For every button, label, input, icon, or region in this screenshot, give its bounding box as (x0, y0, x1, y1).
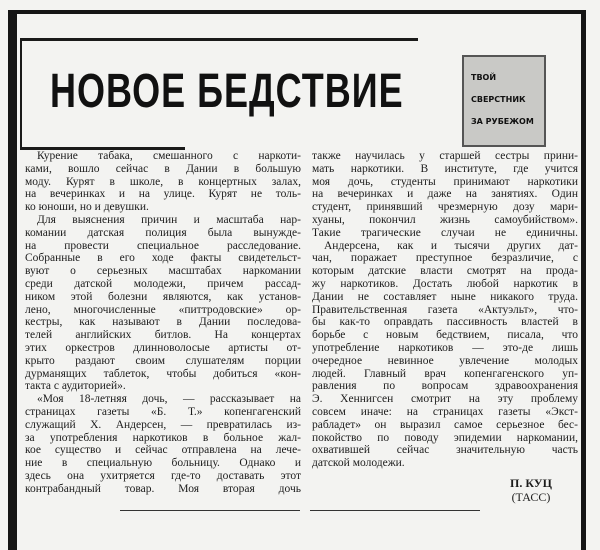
text-line: Для выяснения причин и масштаба нар- (37, 213, 301, 226)
text-line: чан, поражает преступное безразличие, с (312, 252, 578, 265)
text-line: Андерсена, как и тысячи других дат- (324, 239, 578, 252)
text-line: которым датские власти смотрят на прода- (312, 265, 578, 278)
text-line: борьбе с новым бедствием, писала, что (312, 329, 578, 342)
text-line: студент, принявший чрезмерную дозу мари- (312, 201, 578, 214)
text-line: датской молодежи. (312, 457, 405, 470)
text-line: совсем иначе: на страницах газеты «Экст- (312, 405, 578, 418)
author: П. КУЦ (510, 476, 552, 490)
headline-box (20, 38, 418, 148)
text-line: жу наркотиков. Достать любой наркотик в (312, 277, 578, 290)
rubric-line: СВЕРСТНИК (471, 95, 526, 104)
text-line: ко юноши, но и девушки. (25, 201, 149, 214)
text-line: покойство по поводу эпидемии наркомании, (312, 431, 578, 444)
text-line: охватившей сейчас значительную часть (312, 444, 578, 457)
text-line: рабладет» он выразил самое серьезное бес- (312, 418, 578, 431)
rubric-line: ЗА РУБЕЖОМ (471, 117, 534, 126)
agency: (ТАСС) (511, 490, 551, 504)
column-divider-rule (120, 510, 300, 511)
text-line: хуаны, покончил жизнь самоубийством». (312, 213, 578, 226)
byline (510, 476, 552, 504)
text-line: на провести специальное расследование. (25, 239, 301, 252)
text-line: лено, многочисленные «питтродовские» ор- (25, 303, 301, 316)
text-line: ками, вошло сейчас в Дании в большую (25, 162, 301, 175)
text-line: также научилась у старшей сестры прини- (312, 150, 578, 162)
text-line: Курение табака, смешанного с наркоти- (37, 150, 301, 162)
text-line: кестры, как называют в Дании последова- (25, 316, 301, 329)
headline-rule-left (20, 38, 22, 148)
text-line: здесь она ухитряется где-то доставать этот (25, 469, 301, 482)
text-line: служащий Х. Андерсен, — превратилась из- (25, 418, 301, 431)
text-line: ние в специальную больницу. Однако и (25, 457, 301, 470)
text-line: кое существо и сейчас отправлена на лече- (25, 444, 301, 457)
text-line: бы как-то оправдать пассивность властей в (312, 316, 578, 329)
text-line: на вечеринках и на улице. Курят не толь- (25, 188, 301, 201)
headline: НОВОЕ БЕДСТВИЕ (50, 62, 404, 118)
text-line: дурманящих таблеток, чтобы добиться «кон- (25, 367, 301, 380)
text-line: равления по вопросам здравоохранения (312, 380, 578, 393)
left-column (25, 150, 301, 496)
text-line: ником этой болезни являются, как установ- (25, 290, 301, 303)
text-line: на вечеринках и даже на занятиях. Один (312, 188, 578, 201)
text-line: «Моя 18-летняя дочь, — рассказывает на (37, 393, 301, 406)
text-line: вуют о серьезных масштабах наркомании (25, 265, 301, 278)
text-line: употребление наркотиков — это-де лишь (312, 341, 578, 354)
text-line: мать наркотики. В институте, где учится (312, 162, 578, 175)
text-line: моя дочь, студенты принимают наркотики (312, 175, 578, 188)
text-line: Собранные в его ходе факты свидетельст- (25, 252, 301, 265)
headline-rule-top (20, 38, 418, 41)
text-line: контрабандный товар. Моя вторая дочь (25, 482, 301, 495)
text-line: телей английских битлов. На концертах (25, 329, 301, 342)
text-line: очередное невинное увлечение молодых (312, 354, 578, 367)
text-line: за употребления наркотиков в больное жал- (25, 431, 301, 444)
text-line: моду. Курят в школе, в концертных залах, (25, 175, 301, 188)
column-divider-rule (310, 510, 480, 511)
text-line: людей. Главный врач копенгагенского уп- (312, 367, 578, 380)
rubric-badge (462, 55, 546, 147)
text-line: среди датской молодежи, причем рассад- (25, 277, 301, 290)
text-line: такта с аудиторией». (25, 380, 126, 393)
text-line: Дании не составляет ныне никакого труда. (312, 290, 578, 303)
rubric-line: ТВОЙ (471, 73, 497, 82)
right-column (312, 150, 578, 470)
text-line: страницах газеты «Б. Т.» копенгагенский (25, 405, 301, 418)
text-line: крыто раздают своим слушателям порции (25, 354, 301, 367)
text-line: комании датская полиция была вынужде- (25, 226, 301, 239)
text-line: Правительственная газета «Актуэльт», что- (312, 303, 578, 316)
text-line: Э. Хеннигсен смотрит на эту проблему (312, 393, 578, 406)
text-line: Такие трагические случаи не единичны. (312, 226, 578, 239)
text-line: этих оркестров длинноволосые артисты от- (25, 341, 301, 354)
